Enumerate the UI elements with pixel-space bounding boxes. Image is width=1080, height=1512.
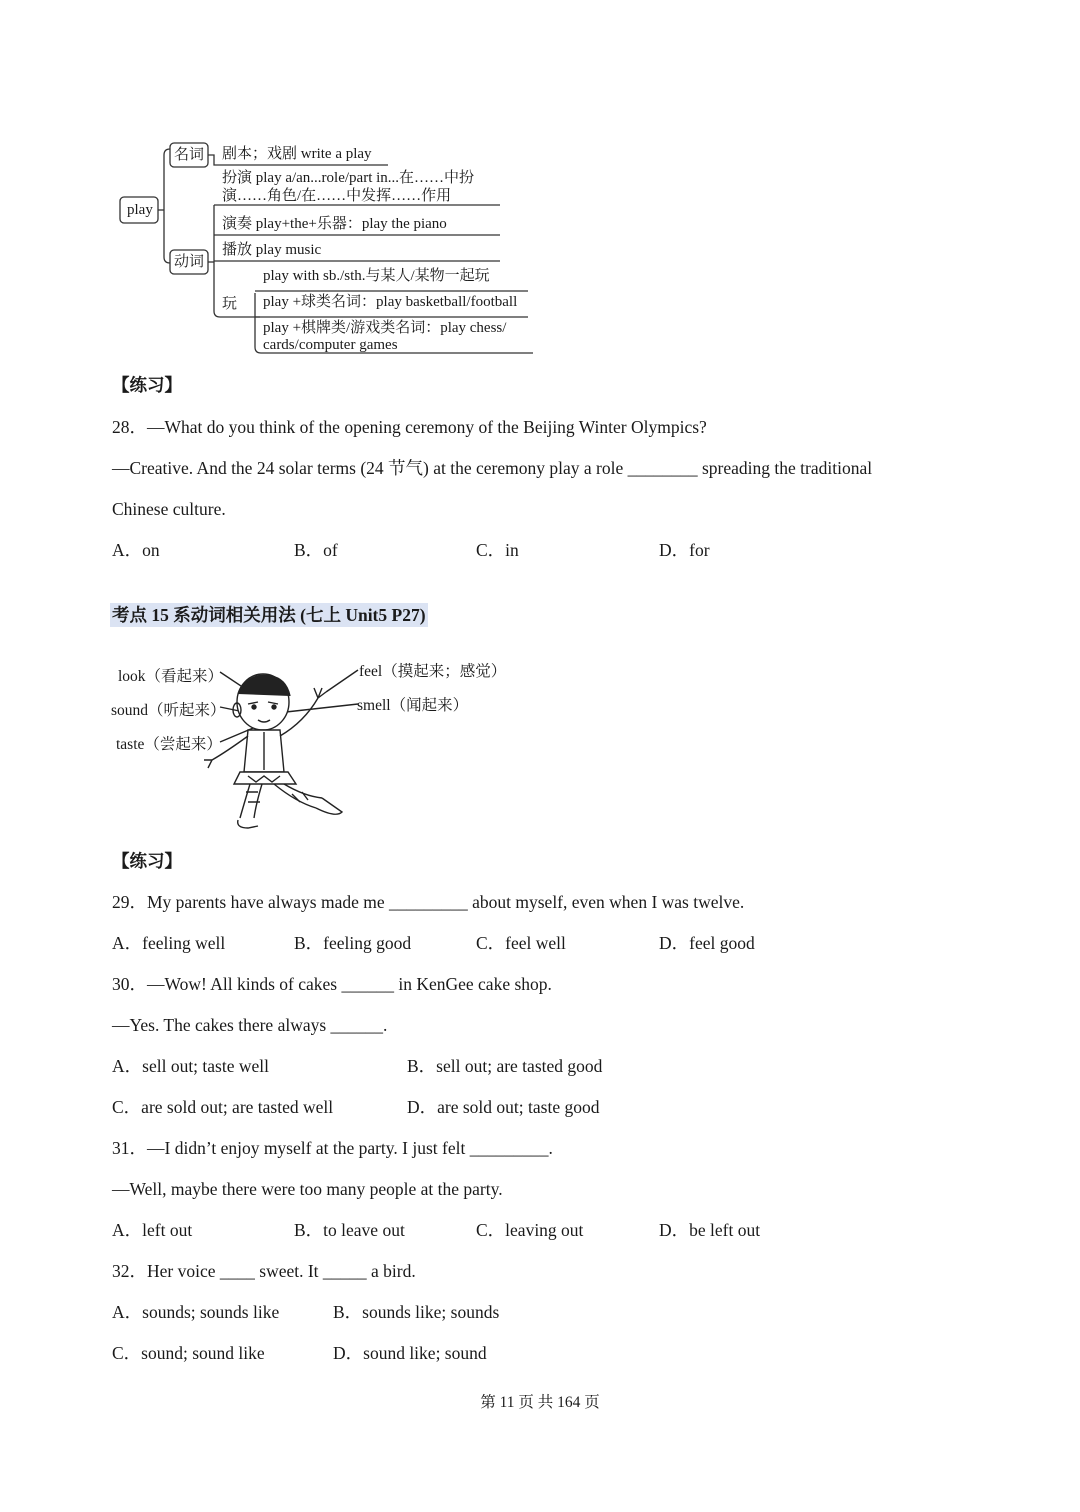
- mindmap-act-line1: 扮演 play a/an...role/part in...在……中扮: [222, 170, 475, 186]
- page-footer: 第 11 页 共 164 页: [480, 1394, 600, 1411]
- q30-option-b: B．sell out; are tasted good: [407, 1056, 603, 1076]
- q31-option-a: A．left out: [112, 1220, 193, 1240]
- play-mindmap: [110, 135, 550, 360]
- mindmap-play-with: play with sb./sth.与某人/某物一起玩: [263, 268, 490, 284]
- q30-line1: 30．—Wow! All kinds of cakes ______ in KenGee cake shop.: [112, 974, 552, 994]
- q32-option-d: D．sound like; sound: [333, 1343, 487, 1363]
- practice-heading-2: 【练习】: [112, 851, 182, 871]
- figure-feel-label: feel（摸起来；感觉）: [359, 663, 507, 680]
- mindmap-play-chess-2: cards/computer games: [263, 337, 398, 353]
- mindmap-perform: 演奏 play+the+乐器：play the piano: [222, 216, 447, 232]
- linking-verbs-figure: [108, 652, 518, 832]
- figure-look-label: look（看起来）: [118, 668, 224, 685]
- q29-option-a: A．feeling well: [112, 933, 226, 953]
- q30-option-d: D．are sold out; taste good: [407, 1097, 600, 1117]
- q29-option-d: D．feel good: [659, 933, 755, 953]
- q28-option-c: C．in: [476, 540, 519, 560]
- q32-stem: 32．Her voice ____ sweet. It _____ a bird.: [112, 1261, 416, 1281]
- q29-option-b: B．feeling good: [294, 933, 412, 953]
- q28-option-b: B．of: [294, 540, 338, 560]
- mindmap-play-label: 玩: [222, 296, 238, 312]
- q29-stem: 29．My parents have always made me _________ about myself, even when I was twelve.: [112, 892, 745, 912]
- figure-taste-label: taste（尝起来）: [116, 736, 222, 753]
- mindmap-verb-label: 动词: [174, 254, 205, 270]
- q31-option-c: C．leaving out: [476, 1220, 584, 1240]
- q31-option-d: D．be left out: [659, 1220, 761, 1240]
- figure-sound-label: sound（听起来）: [111, 702, 226, 719]
- q30-option-c: C．are sold out; are tasted well: [112, 1097, 334, 1117]
- q28-line3: Chinese culture.: [112, 499, 226, 519]
- practice-heading-1: 【练习】: [112, 375, 182, 395]
- q32-option-c: C．sound; sound like: [112, 1343, 265, 1363]
- q28-option-d: D．for: [659, 540, 710, 560]
- q28-option-a: A．on: [112, 540, 160, 560]
- section-15-title-text: 考点 15 系动词相关用法 (七上 Unit5 P27): [112, 605, 426, 625]
- q32-option-a: A．sounds; sounds like: [112, 1302, 280, 1322]
- mindmap-play-chess-1: play +棋牌类/游戏类名词：play chess/: [263, 320, 507, 336]
- mindmap-noun-label: 名词: [174, 147, 205, 163]
- q30-option-a: A．sell out; taste well: [112, 1056, 269, 1076]
- q29-option-c: C．feel well: [476, 933, 566, 953]
- mindmap-act-line2: 演……角色/在……中发挥……作用: [222, 188, 452, 204]
- section-15-title: [110, 604, 428, 626]
- figure-smell-label: smell（闻起来）: [357, 697, 469, 714]
- q30-line2: —Yes. The cakes there always ______.: [112, 1015, 388, 1035]
- mindmap-broadcast: 播放 play music: [222, 242, 322, 258]
- q31-option-b: B．to leave out: [294, 1220, 405, 1240]
- mindmap-root: play: [127, 202, 153, 218]
- mindmap-noun-item: 剧本；戏剧 write a play: [222, 146, 372, 162]
- q31-line2: —Well, maybe there were too many people at the party.: [112, 1179, 503, 1199]
- q32-option-b: B．sounds like; sounds: [333, 1302, 500, 1322]
- mindmap-play-ball: play +球类名词：play basketball/football: [263, 294, 518, 310]
- q28-line1: 28．—What do you think of the opening ceremony of the Beijing Winter Olympics?: [112, 417, 707, 437]
- q28-line2: —Creative. And the 24 solar terms (24 节气) at the ceremony play a role ________ spreading the traditional: [112, 458, 873, 478]
- q31-line1: 31．—I didn’t enjoy myself at the party. I just felt _________.: [112, 1138, 553, 1158]
